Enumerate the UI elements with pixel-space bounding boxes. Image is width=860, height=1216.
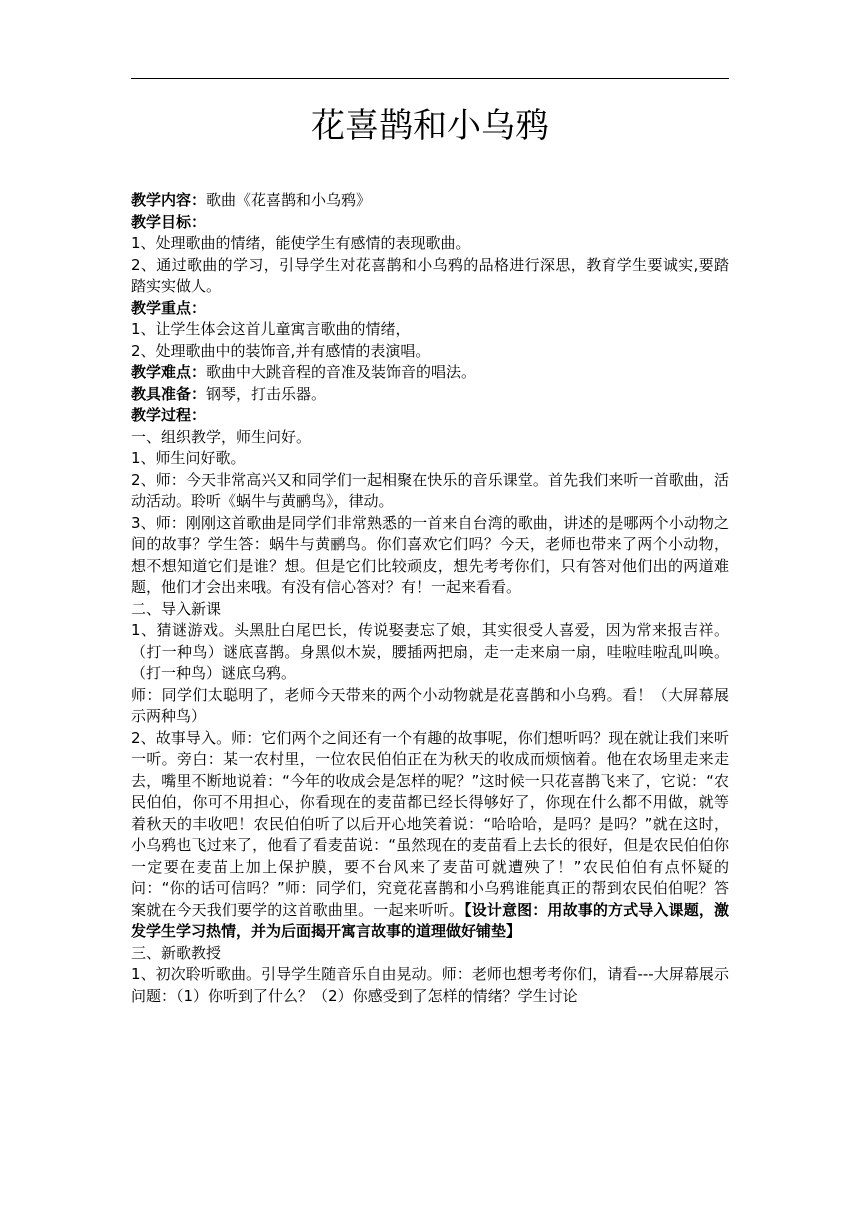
label: 教学目标： — [131, 212, 207, 231]
paragraph: 1、让学生体会这首儿童寓言歌曲的情绪， — [131, 320, 411, 338]
line-teaching-content — [131, 190, 729, 212]
paragraph: 1、初次聆听歌曲。引导学生随音乐自由晃动。师：老师也想考考你们，请看---大屏幕展示问题：（1）你听到了什么？（2）你感受到了怎样的情绪？学生讨论 — [131, 965, 729, 1005]
paragraph: 师：同学们太聪明了，老师今天带来的两个小动物就是花喜鹊和小乌鸦。看！（大屏幕展示两种鸟） — [131, 685, 729, 725]
text: 歌曲《花喜鹊和小乌鸦》 — [206, 191, 372, 209]
paragraph: 3、师：刚刚这首歌曲是同学们非常熟悉的一首来自台湾的歌曲，讲述的是哪两个小动物之间的故事？学生答：蜗牛与黄鹂鸟。你们喜欢它们吗？今天，老师也带来了两个小动物，想不想知道它们是谁？想。但是它们比较顽皮，想先考考你们，只有答对他们出的两道难题，他们才会出来哦。有没有信心答对？有！一起来看看。 — [131, 513, 729, 596]
label: 教学重点： — [131, 298, 207, 317]
paragraph: 2、师：今天非常高兴又和同学们一起相聚在快乐的音乐课堂。首先我们来听一首歌曲，活动活动。聆听《蜗牛与黄鹂鸟》，律动。 — [131, 470, 729, 510]
paragraph: 1、师生问好歌。 — [131, 449, 246, 467]
document-title: 花喜鹊和小乌鸦 — [311, 106, 549, 146]
line-process — [131, 405, 729, 427]
paragraph: 1、处理歌曲的情绪，能使学生有感情的表现歌曲。 — [131, 234, 471, 252]
label: 教学过程： — [131, 406, 207, 424]
line-key-points — [131, 298, 729, 320]
label: 教具准备： — [131, 384, 207, 403]
document-body — [131, 190, 729, 1007]
section-heading: 二、导入新课 — [131, 599, 222, 618]
line-materials — [131, 384, 729, 406]
text: 钢琴，打击乐器。 — [206, 384, 327, 403]
text: 歌曲中大跳音程的音准及装饰音的唱法。 — [206, 363, 477, 381]
section-heading: 三、新歌教授 — [131, 943, 222, 962]
paragraph-story — [131, 728, 729, 943]
paragraph: 1、猜谜游戏。头黑肚白尾巴长，传说娶妻忘了娘，其实很受人喜爱，因为常来报吉祥。（打一种鸟）谜底喜鹊。身黑似木炭，腰插两把扇，走一走来扇一扇，哇啦哇啦乱叫唤。（打一种鸟）谜底乌鸦。 — [131, 621, 729, 682]
label: 教学难点： — [131, 363, 207, 381]
line-difficulty — [131, 362, 729, 384]
text: 2、故事导入。师：它们两个之间还有一个有趣的故事呢，你们想听吗？现在就让我们来听一听。旁白：某一农村里，一位农民伯伯正在为秋天的收成而烦恼着。他在农场里走来走去，嘴里不断地说着：“今年的收成会是怎样的呢？”这时候一只花喜鹊飞来了，它说：“农民伯伯，你可不用担心，你看现在的麦苗都已经长得够好了，你现在什么都不用做，就等着秋天的丰收吧！农民伯伯听了以后开心地笑着说：“哈哈哈，是吗？是吗？”就在这时，小乌鸦也飞过来了，他看了看麦苗说：“虽然现在的麦苗看上去长的很好，但是农民伯伯你一定要在麦苗上加上保护膜，要不台风来了麦苗可就遭殃了！”农民伯伯有点怀疑的问：“你的话可信吗？”师：同学们，究竟花喜鹊和小乌鸦谁能真正的帮到农民伯伯呢？答案就在今天我们要学的这首歌曲里。一起来听听。 — [131, 728, 729, 919]
paragraph: 2、通过歌曲的学习，引导学生对花喜鹊和小乌鸦的品格进行深思，教育学生要诚实,要踏踏实实做人。 — [131, 255, 729, 295]
header-rule — [131, 78, 729, 79]
design-intent-note: 【设计意图：用故事的方式导入课题，激发学生学习热情，并为后面揭开寓言故事的道理做好铺垫】 — [131, 900, 729, 940]
paragraph: 一、组织教学，师生问好。 — [131, 427, 312, 446]
line-teaching-goals — [131, 212, 729, 234]
paragraph: 2、处理歌曲中的装饰音,并有感情的表演唱。 — [131, 341, 431, 360]
label: 教学内容： — [131, 191, 207, 209]
